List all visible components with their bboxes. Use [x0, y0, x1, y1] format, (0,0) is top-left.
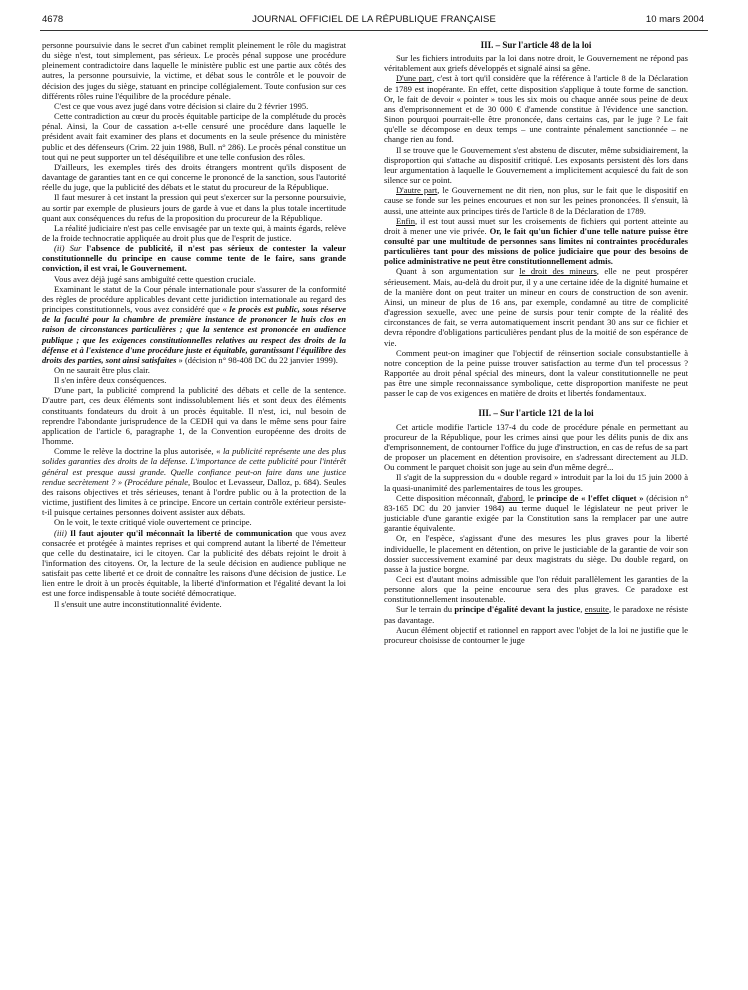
paragraph: D'ailleurs, les exemples tirés des droits étrangers montrent qu'ils disposent de davantage de garanties tant en ce qui concerne le prononcé de la sanction, sous l'autorité réelle du juge, que la publicité des débats et le statut du procureur de la République.: [42, 161, 346, 193]
page-number: 4678: [42, 14, 64, 25]
text-fragment: ,: [580, 604, 585, 615]
underlined-fragment: Enfin: [396, 215, 415, 226]
bold-italic-quote: le procès est public, sous réserve de la faculté pour la chambre de première instance de prononcer le huis clos en raison de circonstances particulières ; que la sentence est prononcée en audience publique ; que les exigences constitutionnelles relatives au respect des droits de la défense et à l'existence d'une procédure juste et équitable, garantissant l'équilibre des droits des parties, sont ainsi satisfaites: [42, 304, 346, 365]
text-fragment: (ii) Sur: [54, 243, 87, 254]
underlined-fragment: D'une part: [396, 73, 433, 84]
paragraph: D'une part, la publicité comprend la publicité des débats et celle de la sentence. D'autre part, ces deux éléments sont indissolublement liés et sont deux des éléments constituants fondateurs du droit à un procès équitable. Il n'est, ici, nul besoin de reprendre l'abondante jurisprudence de la CEDH qui va dans le même sens pour faire application de l'article 6, paragraphe 1, de la Convention européenne des droits de l'homme.: [42, 385, 346, 447]
paragraph: [42, 243, 346, 273]
text-fragment: , elle ne peut prospérer sérieusement. Mais, au-delà du droit pur, il y a une certaine idée de la dignité humaine et de la manière dont on peut traiter un mineur en cours de construction de son avenir. Ainsi, un mineur de plus de 16 ans, par exemple, condamné au titre de complicité d'agression sexuelle, avec une peine de sursis pour tenir compte de la réalité des circonstances de fait, se verra automatiquement inscrit pendant 30 ans sur ce fichier et devra répondre d'obligations particulières pendant plus de la moitié de son espérance de vie.: [384, 266, 688, 348]
page-header: [0, 14, 748, 28]
issue-date: 10 mars 2004: [645, 14, 704, 25]
paragraph: La réalité judiciaire n'est pas celle envisagée par un texte qui, à maints égards, relève de la froide technocratie appliquée au droit plus que de l'esprit de justice.: [42, 222, 346, 243]
text-fragment: » (décision n° 98-408 DC du 22 janvier 1999).: [176, 354, 338, 365]
left-column: [42, 40, 346, 609]
paragraph: Sur les fichiers introduits par la loi dans notre droit, le Gouvernement ne répond pas véritablement aux griefs développés et signalé ainsi sa gêne.: [384, 53, 688, 74]
journal-title: JOURNAL OFFICIEL DE LA RÉPUBLIQUE FRANÇAISE: [252, 14, 496, 25]
paragraph: [384, 216, 688, 267]
paragraph: Cet article modifie l'article 137-4 du code de procédure pénale en permettant au procureur de la République, pour les crimes ainsi que pour les délits punis de dix ans d'emprisonnement, de contourner l'office du juge d'instruction, en cas de refus de sa part de proposer un placement en détention provisoire, en s'adressant directement au JLD. Ou comment le parquet choisit son juge au sein d'un même degré...: [384, 421, 688, 473]
header-rule: [40, 30, 708, 31]
paragraph: Il faut mesurer à cet instant la pression qui peut s'exercer sur la personne poursuivie, au sortir par exemple de plusieurs jours de garde à vue et dans la plus totale incertitude quant aux conséquences du refus de la proposition du procureur de la République.: [42, 192, 346, 223]
text-fragment: , le Gouvernement ne dit rien, non plus, sur le fait que le dispositif en cause se fonde sur les peines encourues et non sur les peines prononcées. Il s'ensuit, là aussi, une atteinte aux principes tirés de l'article 8 de la Déclaration de 1789.: [384, 185, 689, 216]
paragraph: Il s'agit de la suppression du « double regard » introduit par la loi du 15 juin 2000 à la quasi-unanimité des parlementaires de tous les groupes.: [384, 472, 688, 493]
paragraph: [42, 284, 346, 365]
text-fragment: , le paradoxe ne résiste pas davantage.: [384, 604, 688, 625]
paragraph: [384, 493, 688, 534]
text-fragment: Comme le relève la doctrine la plus autorisée, «: [54, 446, 223, 457]
paragraph: Il s'ensuit une autre inconstitutionnalité évidente.: [54, 598, 222, 609]
paragraph: Vous avez déjà jugé sans ambiguïté cette question cruciale.: [54, 273, 256, 284]
text-fragment: , le: [522, 492, 537, 503]
text-fragment: Cette disposition méconnaît,: [396, 492, 498, 503]
text-fragment: Examinant le statut de la Cour pénale internationale pour s'assurer de la conformité des règles de procédure applicables devant cette juridiction internationale au regard des principes constitutionnels, vous avez considéré que «: [42, 283, 346, 315]
paragraph: Il se trouve que le Gouvernement s'est abstenu de discuter, même subsidiairement, la disproportion qui s'attache au dispositif critiqué. Les exposants persistent dès lors dans leur argumentation à laquelle le Gouvernement a implicitement acquiescé du fait de son silence sur ce point.: [384, 144, 688, 186]
paragraph: [384, 73, 688, 144]
paragraph: Comment peut-on imaginer que l'objectif de réinsertion sociale consubstantielle à notre conception de la peine puisse trouver satisfaction au terme d'un tel processus ? Rapportée au droit pénal spécial des mineurs, dont la valeur constitutionnelle ne peut pas être une simple reconnaissance symbolique, cette disproportion manifeste ne peut passer le cap de vos exigences en matière de droits et libertés fondamentaux.: [384, 347, 688, 399]
text-fragment: que vous avez consacrée et protégée à maintes reprises et qui comprend autant la liberté de l'émetteur que celle du destinataire, ici le citoyen. Car la publicité des débats rejoint le droit à l'information des citoyens. Or, la lecture de la seule décision en audience publique ne satisfait pas cette liberté et ce droit de connaître les raisons d'une décision de justice. Le lien entre le droit à un procès équitable, la liberté d'information et l'égalité devant la loi est une force indispensable à toute société démocratique.: [42, 527, 346, 599]
paragraph: Il s'en infère deux conséquences.: [54, 375, 167, 386]
paragraph: [384, 604, 688, 624]
paragraph: C'est ce que vous avez jugé dans votre décision si claire du 2 février 1995.: [54, 100, 309, 111]
text-fragment: , c'est à tort qu'il considère que la référence à l'article 8 de la Déclaration de 1789 est inopérante. En effet, cette disposition s'applique à toute forme de sanction. Or, le fait de devoir « pointer » tous les six mois ou chaque année sous peine de deux ans d'emprisonnement et de 30 000 € d'amende constitue à l'évidence une sanction. Sinon pourquoi pourrait-elle être prononcée, dans certains cas, par le juge ? Le fait qu'elle se décompose en deux temps – une contrainte pénalement sanctionnée – ne change rien au fond.: [384, 73, 688, 145]
section-heading: III. – Sur l'article 48 de la loi: [480, 40, 592, 50]
underlined-fragment: d'abord: [497, 492, 523, 503]
bold-fragment: l'absence de publicité, il n'est pas sérieux de contester la valeur constitutionnelle du principe en cause comme tente de le faire, sans grande conviction, il est vrai, le Gouvernement.: [42, 243, 346, 274]
text-fragment: , il est tout aussi muet sur les croisements de fichiers qui portent atteinte au droit à mener une vie privée.: [384, 215, 688, 236]
underlined-fragment: ensuite: [584, 604, 609, 615]
paragraph: [42, 446, 346, 517]
paragraph: On le voit, le texte critiqué viole ouvertement ce principe.: [54, 517, 252, 528]
paragraph: Aucun élément objectif et rationnel en rapport avec l'objet de la loi ne justifie que le procureur choisisse de contourner le juge: [384, 624, 688, 645]
paragraph: Cette contradiction au cœur du procès équitable participe de la complétude du procès pénal. Ainsi, la Cour de cassation a-t-elle censuré une procédure dans laquelle le président avait fait examiner des plans et documents en la seule présence du ministère public et des défenseurs (Crim. 22 juin 1988, Bull. n° 286). Le procès pénal constitue un tout qui ne peut supporter un tel déséquilibre et une telle confusion des rôles.: [42, 111, 346, 162]
paragraph: On ne saurait être plus clair.: [54, 365, 150, 375]
text-fragment: (iii): [54, 527, 70, 538]
paragraph: personne poursuivie dans le secret d'un cabinet remplit pleinement le rôle du magistrat du siège n'est, tout simplement, pas sérieux. Le procès pénal suppose une procédure pleinement contradictoire dans laquelle le ministère public est une partie aux côtés des autres, la personne poursuivie, la victime, et débat sous le contrôle et le pouvoir de décision des juges du siège, statuant en principe collégialement. Toute confusion sur ces différents rôles ruine l'équilibre de la procédure pénale.: [42, 40, 346, 101]
text-fragment: Quant à son argumentation sur: [396, 266, 520, 277]
right-column: [384, 40, 688, 645]
bold-fragment: principe d'égalité devant la justice: [454, 604, 581, 615]
text-fragment: (décision n° 83-165 DC du 20 janvier 1984) au terme duquel le législateur ne peut priver le justiciable d'une garantie exigée par la Constitution sans la remplacer par une autre garantie équivalente.: [384, 492, 688, 534]
paragraph: Ceci est d'autant moins admissible que l'on réduit parallèlement les garanties de la personne alors que la peine encourue sera des plus graves. Ce paradoxe est constitutionnellement insoutenable.: [384, 573, 688, 605]
bold-fragment: Il faut ajouter qu'il méconnaît la liberté de communication: [70, 527, 293, 538]
underlined-fragment: le droit des mineurs: [519, 266, 597, 277]
paragraph: [384, 266, 688, 347]
paragraph: [42, 528, 346, 599]
bold-fragment: Or, le fait qu'un fichier d'une telle nature puisse être consulté par une multitude de personnes sans limites ni contraintes procédurales particulières tant pour des missions de police judiciaire que pour des besoins de police administrative ne peut être constitutionnellement admis.: [384, 225, 688, 267]
bold-fragment: principe de « l'effet cliquet »: [536, 492, 644, 503]
paragraph: Or, en l'espèce, s'agissant d'une des mesures les plus graves pour la liberté individuelle, le placement en détention, on prive le justiciable de la garantie de voir son dossier successivement examiné par deux magistrats du siège. Du double regard, on passe à la justice borgne.: [384, 533, 688, 574]
text-fragment: Sur le terrain du: [396, 604, 455, 615]
text-fragment: Bouloc et Levasseur, Dalloz, p. 684). Seules des raisons objectives et très sérieuses, tenant à l'ordre public ou à la protection de la victime, justifient des limites à ce principe. Encore un certain contrôle extérieur persiste-t-il puisque certaines personnes doivent assister aux débats.: [42, 476, 347, 518]
italic-quote: la publicité représente une des plus solides garanties des droits de la défense. L'importance de cette publicité pour l'intérêt général est presque aussi grande. Quelle confiance peut-on faire dans une justice rendue secrètement ? » (Procédure pénale,: [42, 446, 346, 487]
underlined-fragment: D'autre part: [396, 185, 438, 196]
paragraph: [384, 185, 688, 215]
section-heading: III. – Sur l'article 121 de la loi: [478, 408, 594, 419]
